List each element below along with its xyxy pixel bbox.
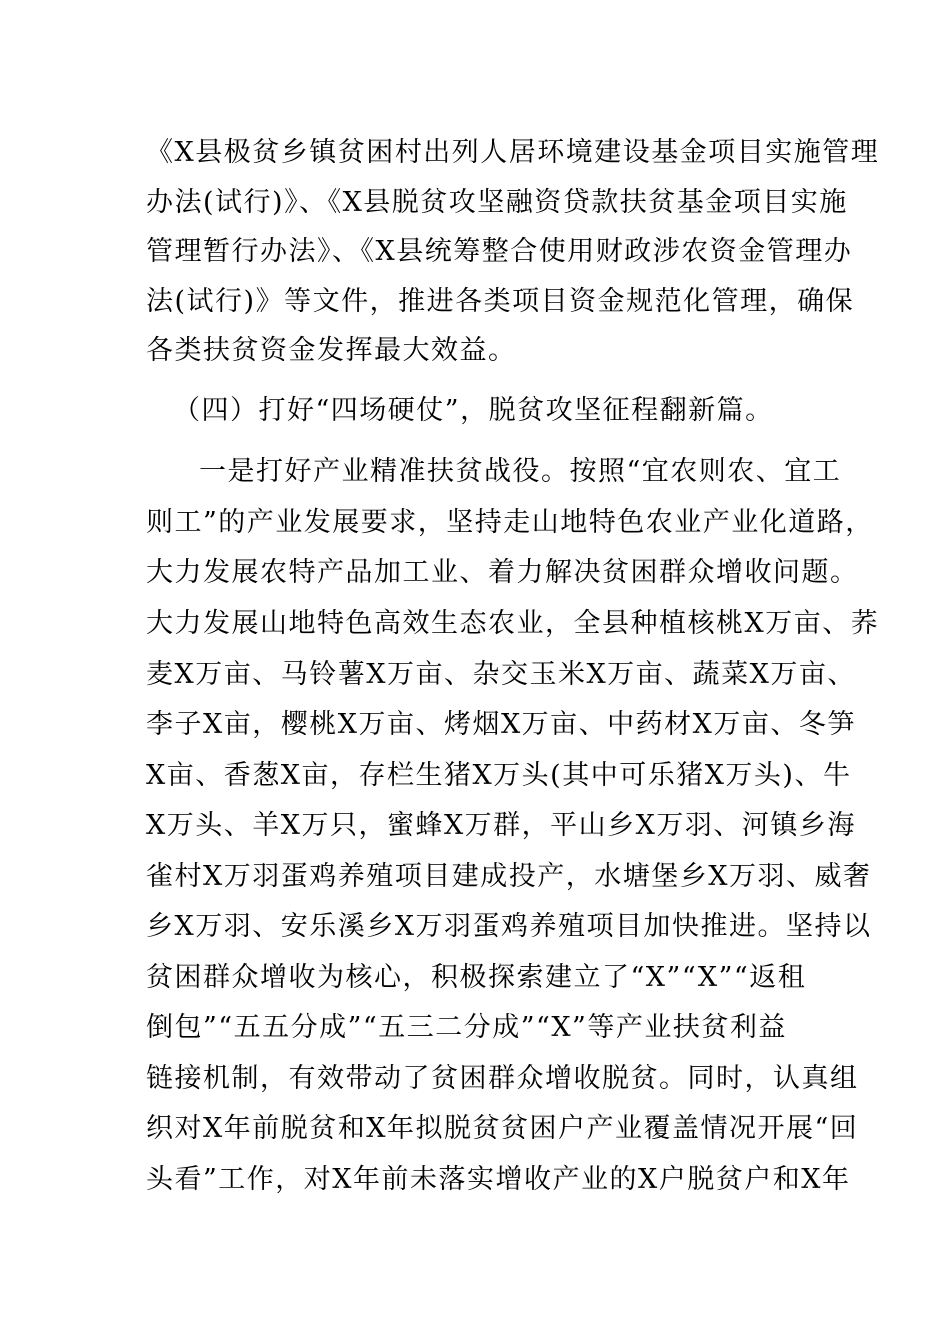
text-line: 《X县极贫乡镇贫困村出列人居环境建设基金项目实施管理 <box>146 137 880 168</box>
text-line: 织对X年前脱贫和X年拟脱贫贫困户产业覆盖情况开展“回 <box>146 1113 859 1144</box>
text-line: 李子X亩，樱桃X万亩、烤烟X万亩、中药材X万亩、冬笋 <box>146 709 856 740</box>
text-line: X万头、羊X万只，蜜蜂X万群，平山乡X万羽、河镇乡海 <box>146 810 856 841</box>
text-line: 头看”工作，对X年前未落实增收产业的X户脱贫户和X年 <box>146 1164 851 1195</box>
section-heading: （四）打好“四场硬仗”，脱贫攻坚征程翻新篇。 <box>173 395 774 426</box>
text-line: 倒包”“五五分成”“五三二分成”“X”等产业扶贫利益 <box>146 1012 787 1043</box>
paragraph-first-line: 一是打好产业精准扶贫战役。按照“宜农则农、宜工 <box>199 456 842 487</box>
text-line: X亩、香葱X亩，存栏生猪X万头(其中可乐猪X万头)、牛 <box>146 760 852 791</box>
text-line: 雀村X万羽蛋鸡养殖项目建成投产，水塘堡乡X万羽、威奢 <box>146 861 872 892</box>
text-line: 乡X万羽、安乐溪乡X万羽蛋鸡养殖项目加快推进。坚持以 <box>146 911 872 942</box>
text-line: 管理暂行办法》、《X县统筹整合使用财政涉农资金管理办 <box>146 236 853 267</box>
text-line: 办法(试行)》、《X县脱贫攻坚融资贷款扶贫基金项目实施 <box>146 187 848 218</box>
text-line: 大力发展农特产品加工业、着力解决贫困群众增收问题。 <box>146 557 859 588</box>
text-line: 贫困群众增收为核心，积极探索建立了“X”“X”“返租 <box>146 962 807 993</box>
text-line: 链接机制，有效带动了贫困群众增收脱贫。同时，认真组 <box>146 1063 859 1094</box>
text-line: 麦X万亩、马铃薯X万亩、杂交玉米X万亩、蔬菜X万亩、 <box>146 659 856 690</box>
text-line: 法(试行)》等文件，推进各类项目资金规范化管理，确保 <box>146 286 855 317</box>
text-line: 大力发展山地特色高效生态农业，全县种植核桃X万亩、荞 <box>146 608 880 639</box>
text-line: 则工”的产业发展要求，坚持走山地特色农业产业化道路， <box>146 507 874 538</box>
text-line: 各类扶贫资金发挥最大效益。 <box>146 335 517 366</box>
